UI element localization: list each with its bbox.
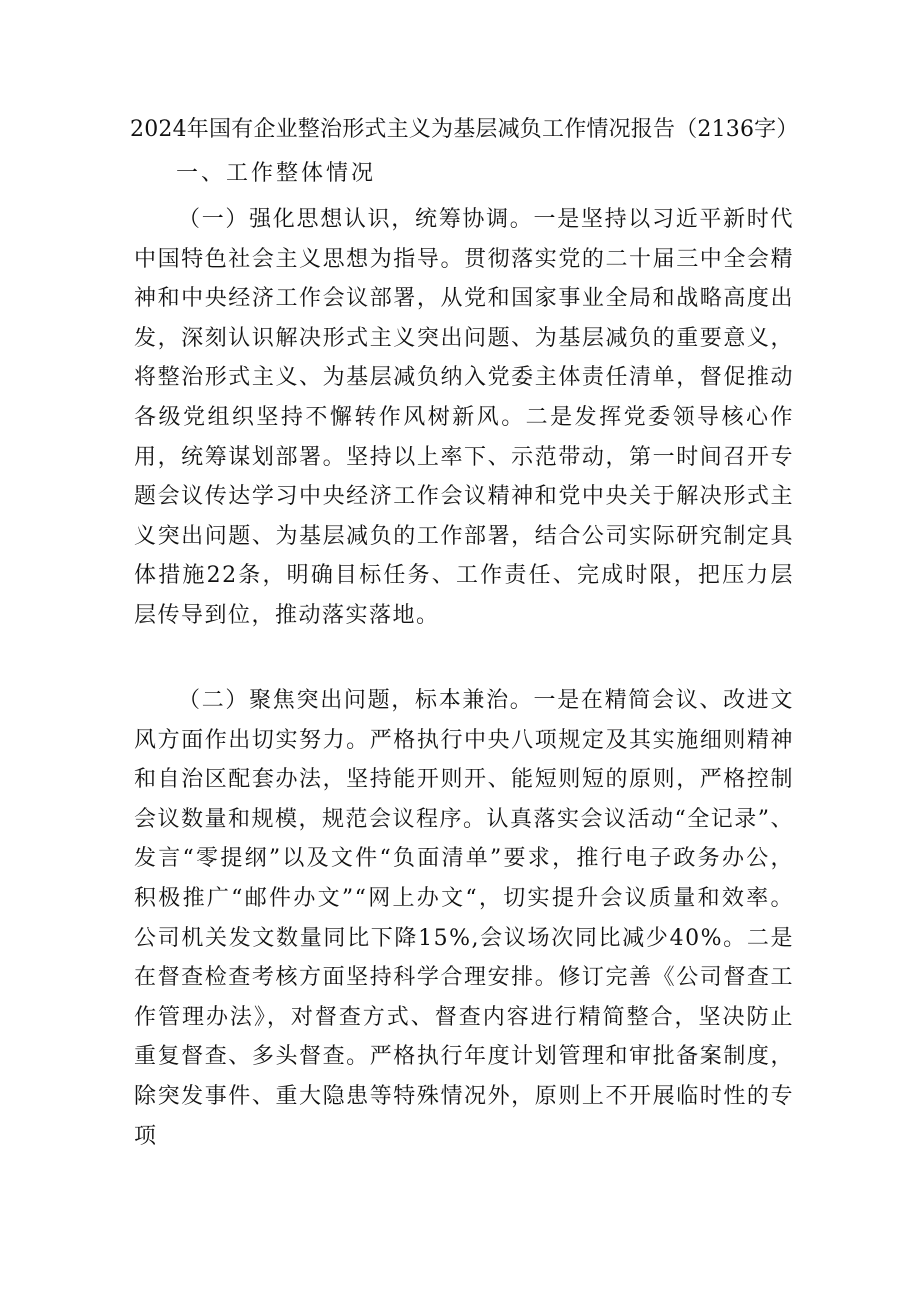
paragraph-2: （二）聚焦突出问题，标本兼治。一是在精简会议、改进文风方面作出切实努力。严格执行中央八项规定及其实施细则精神和自治区配套办法，坚持能开则开、能短则短的原则，严格控制会议数量和规模，规范会议程序。认真落实会议活动“全记录”、发言“零提纲”以及文件“负面清单”要求，推行电子政务办公，积极推广“邮件办文”“网上办文“，切实提升会议质量和效率。公司机关发文数量同比下降15%,会议场次同比减少40%。二是在督查检查考核方面坚持科学合理安排。修订完善《公司督查工作管理办法》，对督查方式、督查内容进行精简整合，坚决防止重复督查、多头督查。严格执行年度计划管理和审批备案制度，除突发事件、重大隐患等特殊情况外，原则上不开展临时性的专项 [134,688,794,1149]
document-title: 2024年国有企业整治形式主义为基层减负工作情况报告（2136字） [130,117,799,142]
paragraph-1: （一）强化思想认识，统筹协调。一是坚持以习近平新时代中国特色社会主义思想为指导。贯彻落实党的二十届三中全会精神和中央经济工作会议部署，从党和国家事业全局和战略高度出发，深刻认识解决形式主义突出问题、为基层减负的重要意义，将整治形式主义、为基层减负纳入党委主体责任清单，督促推动各级党组织坚持不懈转作风树新风。二是发挥党委领导核心作用，统筹谋划部署。坚持以上率下、示范带动，第一时间召开专题会议传达学习中央经济工作会议精神和党中央关于解决形式主义突出问题、为基层减负的工作部署，结合公司实际研究制定具体措施22条，明确目标任务、工作责任、完成时限，把压力层层传导到位，推动落实落地。 [134,207,794,628]
section-heading: 一、工作整体情况 [176,161,377,186]
